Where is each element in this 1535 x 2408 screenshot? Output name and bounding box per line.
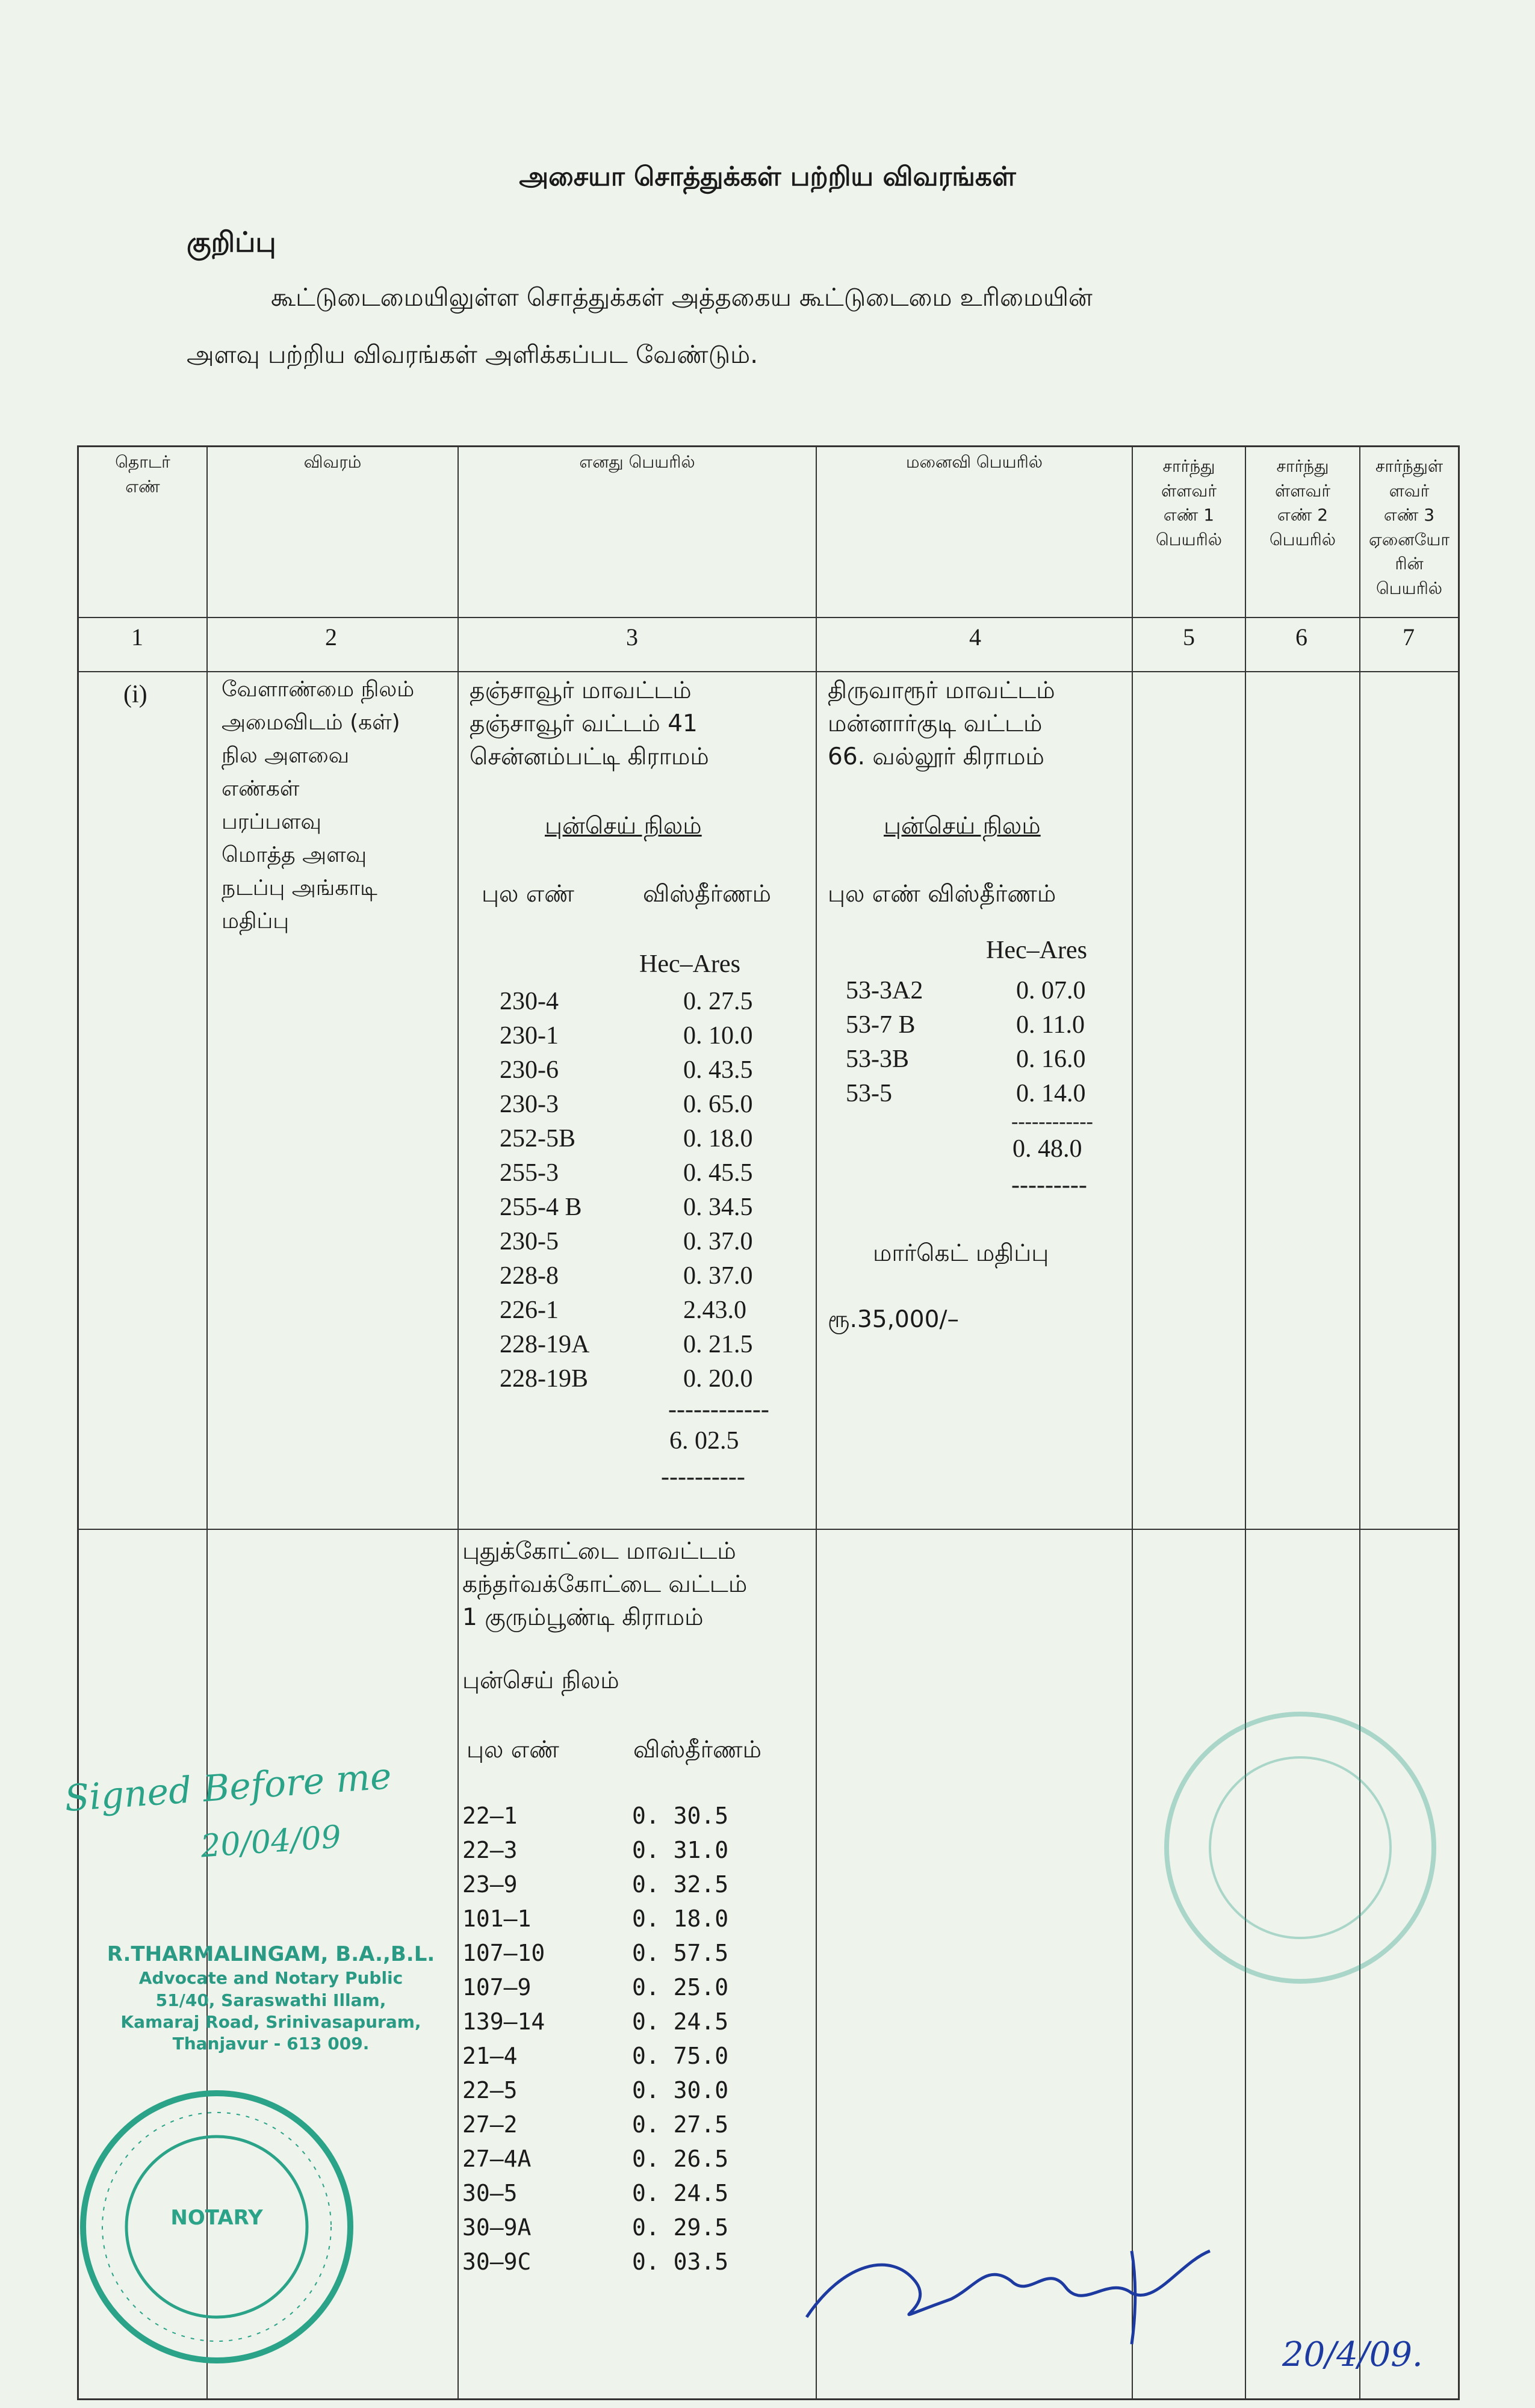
description-line: மொத்த அளவு <box>222 843 367 867</box>
survey-extent: 0. 10.0 <box>683 1022 753 1050</box>
serial-number: (i) <box>123 681 147 708</box>
note-text-line-2: அளவு பற்றிய விவரங்கள் அளிக்கப்பட வேண்டும். <box>187 340 758 369</box>
survey-extent: 0. 18.0 <box>683 1125 753 1153</box>
table-border-right <box>1458 445 1460 2400</box>
survey-extent: 0. 27.5 <box>683 988 753 1015</box>
survey-number: 252-5B <box>500 1125 575 1153</box>
survey-number: 255-3 <box>500 1159 559 1187</box>
survey-number: 30–9A <box>462 2214 532 2241</box>
survey-extent: 0. 07.0 <box>1016 977 1086 1004</box>
survey-number: 22–3 <box>462 1837 518 1863</box>
stamp-line: R.THARMALINGAM, B.A.,B.L. <box>107 1942 435 1966</box>
column-number: 7 <box>1403 624 1415 651</box>
extent-header: விஸ்தீர்ணம் <box>643 881 772 908</box>
survey-extent: 0. 34.5 <box>683 1193 753 1221</box>
total-rule: ---------- <box>661 1463 745 1491</box>
survey-number: 101–1 <box>462 1905 532 1932</box>
survey-extent: 0. 30.0 <box>632 2077 729 2103</box>
page-title: அசையா சொத்துக்கள் பற்றிய விவரங்கள் <box>519 161 1016 192</box>
survey-number: 23–9 <box>462 1871 518 1898</box>
table-border-bottom <box>77 2398 1460 2400</box>
survey-extent: 0. 20.0 <box>683 1365 753 1393</box>
column-number: 5 <box>1183 624 1195 651</box>
column-header-spouse: மனைவி பெயரில் <box>906 452 1043 472</box>
column-divider <box>1132 445 1133 2400</box>
table-border-top <box>77 445 1460 447</box>
survey-extent: 0. 57.5 <box>632 1940 729 1966</box>
survey-extent: 0. 18.0 <box>632 1905 729 1932</box>
signed-note-text: Signed Before me <box>63 1755 393 1820</box>
survey-number: 53-3B <box>846 1045 909 1073</box>
column-header-description: விவரம் <box>303 452 362 472</box>
extent-header: விஸ்தீர்ணம் <box>633 1736 762 1763</box>
survey-number: 230-1 <box>500 1022 559 1050</box>
survey-number: 228-19B <box>500 1365 588 1393</box>
stamp-line: Thanjavur - 613 009. <box>172 2034 370 2054</box>
stamp-line: 51/40, Saraswathi Illam, <box>155 1990 386 2010</box>
survey-number: 107–10 <box>462 1940 545 1966</box>
survey-extent: 0. 14.0 <box>1016 1080 1086 1107</box>
stamp-line: Advocate and Notary Public <box>138 1968 403 1989</box>
signature-icon <box>795 2227 1228 2347</box>
survey-extent: 0. 30.5 <box>632 1803 729 1829</box>
survey-number: 230-3 <box>500 1091 559 1118</box>
survey-extent: 2.43.0 <box>683 1296 746 1324</box>
land-type-label: புன்செய் நிலம் <box>462 1667 619 1694</box>
survey-extent-header: புல எண் விஸ்தீர்ணம் <box>828 881 1056 908</box>
survey-number: 53-5 <box>846 1080 892 1107</box>
signature-date: 20/4/09. <box>1282 2335 1423 2374</box>
survey-extent: 0. 03.5 <box>632 2249 729 2275</box>
location-line: 66. வல்லூர் கிராமம் <box>828 743 1044 770</box>
survey-extent: 0. 65.0 <box>683 1091 753 1118</box>
unit-label: Hec–Ares <box>639 950 740 978</box>
total-rule: ------------ <box>668 1396 769 1423</box>
note-heading: குறிப்பு <box>187 226 276 258</box>
survey-extent: 0. 31.0 <box>632 1837 729 1863</box>
total-extent: 0. 48.0 <box>1012 1135 1082 1163</box>
survey-number-header: புல எண் <box>467 1736 559 1763</box>
column-divider <box>457 445 459 2400</box>
survey-number: 255-4 B <box>500 1193 582 1221</box>
column-header-dependent-1: சார்ந்து ள்ளவர் எண் 1 பெயரில் <box>1155 456 1223 549</box>
survey-extent: 0. 43.5 <box>683 1056 753 1084</box>
description-line: அமைவிடம் (கள்) <box>222 710 400 735</box>
column-header-dependent-2: சார்ந்து ள்ளவர் எண் 2 பெயரில் <box>1269 456 1336 549</box>
seal-label: NOTARY <box>170 2206 263 2230</box>
signed-date-text: 20/04/09 <box>199 1819 343 1865</box>
survey-extent: 0. 75.0 <box>632 2043 729 2069</box>
survey-extent: 0. 29.5 <box>632 2214 729 2241</box>
survey-number: 30–5 <box>462 2180 518 2206</box>
description-line: எண்கள் <box>222 776 300 801</box>
table-row-divider <box>77 1529 1460 1530</box>
survey-number: 21–4 <box>462 2043 518 2069</box>
survey-number: 228-8 <box>500 1262 559 1290</box>
survey-extent: 0. 25.0 <box>632 1974 729 2001</box>
survey-number: 230-4 <box>500 988 559 1015</box>
survey-number: 53-7 B <box>846 1011 916 1039</box>
notary-seal-faint <box>1162 1709 1439 1986</box>
survey-number: 230-5 <box>500 1228 559 1255</box>
location-line: கந்தர்வக்கோட்டை வட்டம் <box>462 1571 748 1598</box>
table-header-divider <box>77 617 1460 618</box>
survey-number: 22–5 <box>462 2077 518 2103</box>
location-line: மன்னார்குடி வட்டம் <box>828 710 1043 737</box>
total-rule: ------------ <box>1011 1110 1093 1133</box>
survey-extent: 0. 27.5 <box>632 2111 729 2138</box>
survey-number: 27–4A <box>462 2146 532 2172</box>
total-extent: 6. 02.5 <box>669 1427 739 1455</box>
column-number: 1 <box>131 624 143 651</box>
column-number: 3 <box>626 624 638 651</box>
location-line: சென்னம்பட்டி கிராமம் <box>470 743 709 770</box>
survey-number: 22–1 <box>462 1803 518 1829</box>
survey-extent: 0. 37.0 <box>683 1262 753 1290</box>
column-header-dependent-3: சார்ந்துள் ளவர் எண் 3 ஏனையோ ரின் பெயரில் <box>1369 456 1450 598</box>
description-line: மதிப்பு <box>222 909 290 933</box>
land-type-label: புன்செய் நிலம் <box>545 812 702 840</box>
survey-extent: 0. 24.5 <box>632 2008 729 2035</box>
signature <box>795 2227 1228 2350</box>
note-text-line-1: கூட்டுடைமையிலுள்ள சொத்துக்கள் அத்தகைய கூட்டுடைமை உரிமையின் <box>271 283 1093 312</box>
survey-number: 226-1 <box>500 1296 559 1324</box>
table-number-divider <box>77 671 1460 672</box>
column-number: 6 <box>1295 624 1307 651</box>
notary-address-stamp <box>84 1941 457 2055</box>
survey-number: 53-3A2 <box>846 977 923 1004</box>
survey-number: 228-19A <box>500 1331 590 1358</box>
column-header-serial: தொடர் எண் <box>115 452 170 497</box>
survey-number: 230-6 <box>500 1056 559 1084</box>
survey-extent: 0. 37.0 <box>683 1228 753 1255</box>
survey-extent: 0. 11.0 <box>1016 1011 1085 1039</box>
survey-extent: 0. 24.5 <box>632 2180 729 2206</box>
column-number: 2 <box>325 624 337 651</box>
description-line: பரப்பளவு <box>222 809 321 834</box>
survey-number: 139–14 <box>462 2008 545 2035</box>
location-line: 1 குரும்பூண்டி கிராமம் <box>462 1604 704 1631</box>
survey-extent: 0. 16.0 <box>1016 1045 1086 1073</box>
location-line: தஞ்சாவூர் வட்டம் 41 <box>470 710 698 737</box>
description-line: வேளாண்மை நிலம் <box>222 677 415 702</box>
column-divider <box>1359 445 1360 2400</box>
location-line: தஞ்சாவூர் மாவட்டம் <box>470 677 692 704</box>
survey-number: 107–9 <box>462 1974 532 2001</box>
survey-number: 27–2 <box>462 2111 518 2138</box>
market-value-label: மார்கெட் மதிப்பு <box>873 1240 1049 1267</box>
land-type-label: புன்செய் நிலம் <box>884 812 1041 840</box>
column-number: 4 <box>969 624 981 651</box>
location-line: புதுக்கோட்டை மாவட்டம் <box>462 1538 736 1565</box>
description-line: நில அளவை <box>222 743 350 768</box>
unit-label: Hec–Ares <box>986 936 1087 964</box>
survey-number-header: புல எண் <box>482 881 574 908</box>
description-line: நடப்பு அங்காடி <box>222 876 377 900</box>
column-header-self: எனது பெயரில் <box>579 452 695 472</box>
column-divider <box>816 445 817 2400</box>
market-value: ரூ.35,000/– <box>828 1306 960 1333</box>
seal-icon <box>1162 1709 1439 1986</box>
stamp-line: Kamaraj Road, Srinivasapuram, <box>120 2011 421 2032</box>
notary-seal <box>78 2088 355 2365</box>
survey-number: 30–9C <box>462 2249 532 2275</box>
signed-before-me-note <box>63 1755 397 1874</box>
column-divider <box>1245 445 1246 2400</box>
total-rule: --------- <box>1011 1171 1087 1199</box>
location-line: திருவாரூர் மாவட்டம் <box>828 677 1055 704</box>
survey-extent: 0. 26.5 <box>632 2146 729 2172</box>
survey-extent: 0. 32.5 <box>632 1871 729 1898</box>
survey-extent: 0. 45.5 <box>683 1159 753 1187</box>
survey-extent: 0. 21.5 <box>683 1331 753 1358</box>
